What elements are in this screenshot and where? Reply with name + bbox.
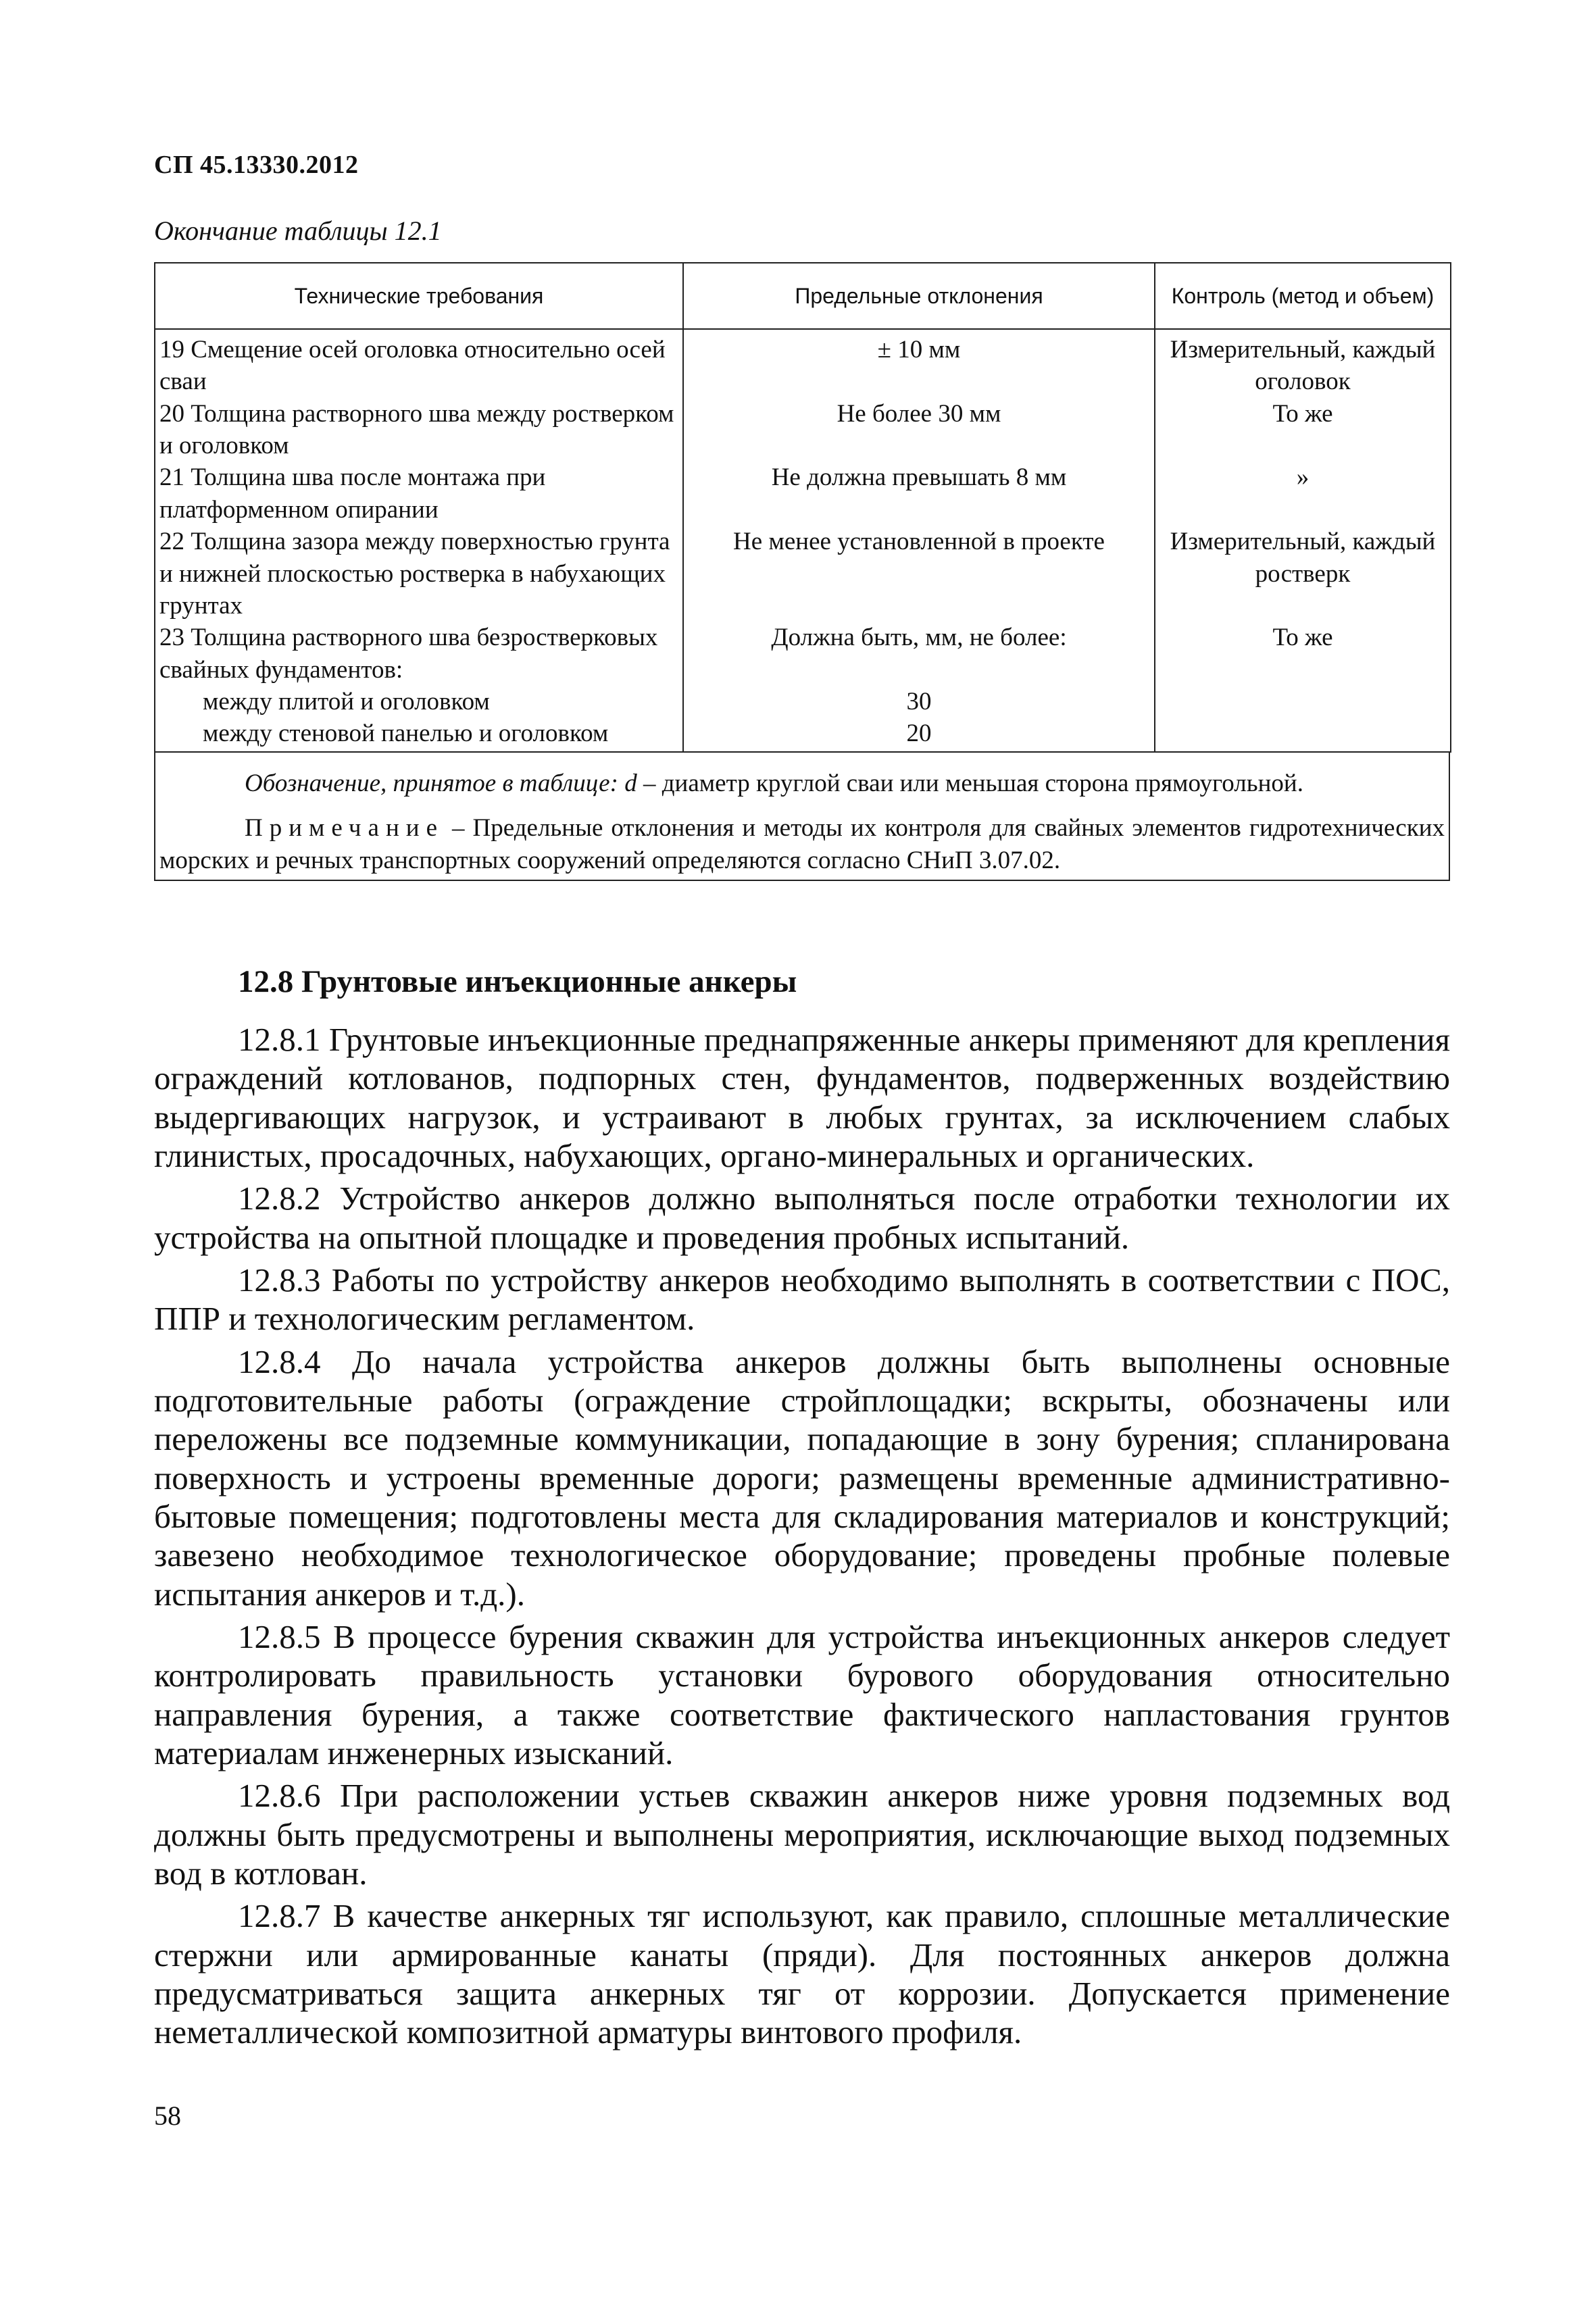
table-notes xyxy=(154,753,1450,881)
control-cell: Измерительный, каждый оголовок xyxy=(1155,329,1451,398)
header-control: Контроль (метод и объем) xyxy=(1155,263,1451,329)
section-body xyxy=(154,1020,1450,2056)
empty-control-cell xyxy=(1155,686,1451,718)
deviation-cell: ± 10 мм xyxy=(683,329,1155,398)
subrequirement-text: между плитой и оголовком xyxy=(203,687,490,715)
requirement-cell: 23 Толщина растворного шва безростверковых свайных фундаментов: xyxy=(155,622,683,686)
page-number: 58 xyxy=(154,2101,181,2131)
table-subrow xyxy=(155,718,1451,751)
header-deviations: Предельные отклонения xyxy=(683,263,1155,329)
subrequirement-text: между стеновой панелью и оголовком xyxy=(203,720,609,748)
header-requirements: Технические требования xyxy=(155,263,683,329)
table-subrow xyxy=(155,686,1451,718)
table-row xyxy=(155,398,1451,462)
requirements-table-wrapper xyxy=(154,262,1450,881)
designation-note xyxy=(159,768,1445,800)
designation-intro: Обозначение, принятое в таблице: xyxy=(245,769,618,797)
control-cell: » xyxy=(1155,461,1451,526)
paragraph: 12.8.6 При расположении устьев скважин анкеров ниже уровня подземных вод должны быть предусмотрены и выполнены мероприятия, исключающие выход подземных вод в котлован. xyxy=(154,1777,1450,1892)
deviation-cell: Должна быть, мм, не более: xyxy=(683,622,1155,686)
remark-note xyxy=(159,812,1445,877)
deviation-cell: Не более 30 мм xyxy=(683,398,1155,462)
subrequirement-cell xyxy=(155,686,683,718)
empty-control-cell xyxy=(1155,718,1451,751)
section-heading: 12.8 Грунтовые инъекционные анкеры xyxy=(238,964,797,999)
remark-text: – Предельные отклонения и методы их контроля для свайных элементов гидротехнических морских и речных транспортных сооружений определяются согласно СНиП 3.07.02. xyxy=(159,813,1445,874)
requirement-cell: 20 Толщина растворного шва между ростверком и оголовком xyxy=(155,398,683,462)
subrequirement-cell xyxy=(155,718,683,751)
paragraph: 12.8.5 В процессе бурения скважин для устройства инъекционных анкеров следует контролировать правильность установки бурового оборудования относительно направления бурения, а также соответствие фактического напластования грунтов материалам инженерных изысканий. xyxy=(154,1617,1450,1771)
table-row xyxy=(155,329,1451,398)
deviation-cell: Не должна превышать 8 мм xyxy=(683,461,1155,526)
paragraph: 12.8.2 Устройство анкеров должно выполняться после отработки технологии их устройства на опытной площадке и проведения пробных испытаний. xyxy=(154,1180,1450,1256)
remark-label: Примечание xyxy=(245,813,444,842)
designation-symbol: d xyxy=(624,769,637,797)
requirements-table xyxy=(154,262,1451,753)
subdeviation-cell: 20 xyxy=(683,718,1155,751)
control-cell: То же xyxy=(1155,398,1451,462)
requirement-cell: 22 Толщина зазора между поверхностью грунта и нижней плоскостью ростверка в набухающих грунтах xyxy=(155,526,683,622)
deviation-cell: Не менее установленной в проекте xyxy=(683,526,1155,622)
table-header-row xyxy=(155,263,1451,329)
paragraph: 12.8.3 Работы по устройству анкеров необходимо выполнять в соответствии с ПОС, ППР и технологическим регламентом. xyxy=(154,1261,1450,1338)
paragraph: 12.8.4 До начала устройства анкеров должны быть выполнены основные подготовительные работы (ограждение стройплощадки; вскрыты, обозначены или переложены все подземные коммуникации, попадающие в зону бурения; спланирована поверхность и устроены временные дороги; размещены временные административно-бытовые помещения; подготовлены места для складирования материалов и конструкций; завезено необходимое технологическое оборудование; проведены пробные полевые испытания анкеров и т.д.). xyxy=(154,1342,1450,1613)
table-row xyxy=(155,526,1451,622)
table-row xyxy=(155,622,1451,686)
table-row xyxy=(155,461,1451,526)
control-cell: То же xyxy=(1155,622,1451,686)
document-code: СП 45.13330.2012 xyxy=(154,151,359,179)
subdeviation-cell: 30 xyxy=(683,686,1155,718)
control-cell: Измерительный, каждый ростверк xyxy=(1155,526,1451,622)
requirement-cell: 21 Толщина шва после монтажа при платформенном опирании xyxy=(155,461,683,526)
paragraph: 12.8.1 Грунтовые инъекционные преднапряженные анкеры применяют для крепления ограждений котлованов, подпорных стен, фундаментов, подверженных воздействию выдергивающих нагрузок, и устраивают в любых грунтах, за исключением слабых глинистых, просадочных, набухающих, органо-минеральных и органических. xyxy=(154,1021,1450,1174)
requirement-cell: 19 Смещение осей оголовка относительно осей сваи xyxy=(155,329,683,398)
designation-text: – диаметр круглой сваи или меньшая сторона прямоугольной. xyxy=(643,769,1303,797)
paragraph: 12.8.7 В качестве анкерных тяг используют, как правило, сплошные металлические стержни или армированные канаты (пряди). Для постоянных анкеров должна предусматриваться защита анкерных тяг от коррозии. Допускается применение неметаллической композитной арматуры винтового профиля. xyxy=(154,1897,1450,2051)
table-continuation-caption: Окончание таблицы 12.1 xyxy=(154,216,442,246)
